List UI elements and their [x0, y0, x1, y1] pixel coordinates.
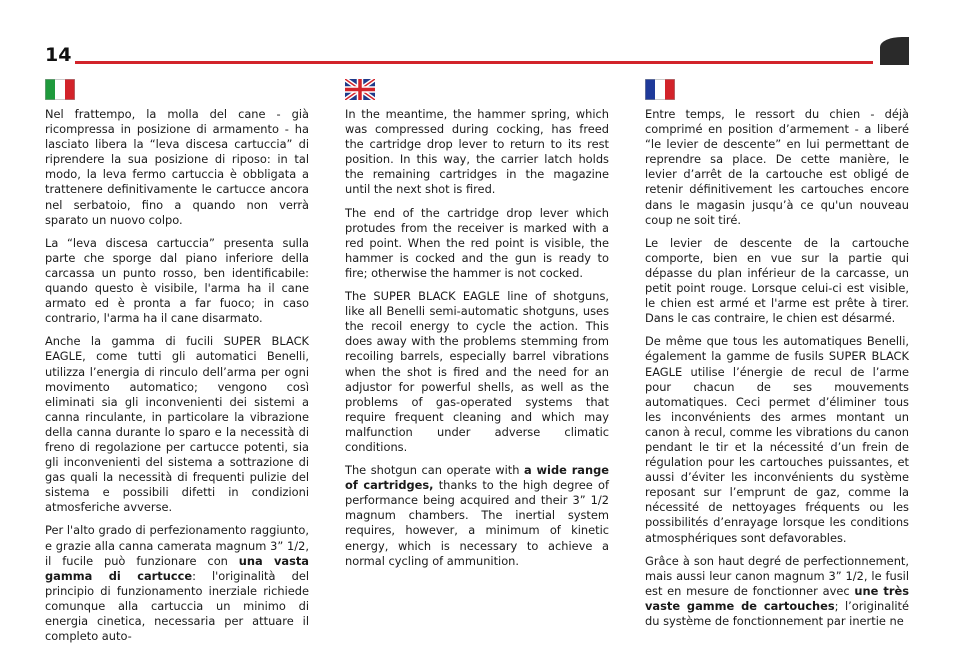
header-tab	[880, 37, 909, 65]
italian-flag-icon	[45, 79, 75, 100]
english-p4-text-end: thanks to the high degree of performance being acquired and their 3” 1/2 magnum chambers. The inertial system requires, however, a minimum of kinetic energy, which is necessary to achieve a normal cycling of ammunition.	[345, 478, 609, 568]
italian-p4-text-end: : l'originalità del principio di funzionamento inerziale richiede comunque alla cartuccia un minimo di energia cinetica, necessaria per attuare il completo auto-	[45, 568, 309, 644]
italian-paragraph-1: Nel frattempo, la molla del cane - già ricompressa in posizione di armamento - ha lasciato libera la “leva discesa cartuccia” di riprendere la sua posizione di riposo: in tal modo, la leva fermo cartuccia è obbligata a trattenere definitivamente le cartucce ancora nel serbatoio, fino a quando non verrà sparato un nuovo colpo.	[45, 107, 309, 227]
italian-paragraph-2: La “leva discesa cartuccia” presenta sulla parte che sporge dal piano inferiore della carcassa un punto rosso, ben identificabile: quando questo è visibile, l'arma ha il cane armato ed è pronta a far fuoco; in caso contrario, l'arma ha il cane disarmato.	[45, 235, 309, 326]
french-paragraph-3: De même que tous les automatiques Benelli, également la gamme de fusils SUPER BLACK EAGLE utilise l’énergie de recul de l’arme pour chacun de ses mouvements automatiques. Ceci permet d’éliminer tous les inconvénients des armes montant un canon à recul, comme les vibrations du canon pendant le tir et la nécessité d’un frein de régulation pour les cartouches puissantes, et aussi d’éviter les inconvénients du système reposant sur l’emprunt de gaz, comme la nécessité de nettoyages fréquents ou les possibilités d’enrayage lorsque les conditions atmosphériques sont defavorables.	[645, 334, 909, 545]
french-p4-text-end: ; l’originalité du système de fonctionnement par inertie ne	[645, 598, 909, 628]
italian-paragraph-3: Anche la gamma di fucili SUPER BLACK EAGLE, come tutti gli automatici Benelli, utilizza l’energia di rinculo dell’arma per ogni movimento automatico; vengono così eliminati sia gli inconvenienti dei sistemi a canna rinculante, in particolare la vibrazione della canna durante lo sparo e la necessità di freno di regolazione per cartucce potenti, sia gli inconvenienti del sistema a sottrazione di gas quali la necessità di frequenti pulizie del sistema e possibili difetti in condizioni atmosferiche avverse.	[45, 334, 309, 515]
italian-p4-text: Per l'alto grado di perfezionamento raggiunto, e grazie alla canna camerata magnum 3” 1/2, il fucile può funzionare con	[45, 523, 309, 568]
french-p4-bold: une très vaste gamme de cartouches	[645, 583, 909, 613]
english-paragraph-2: The end of the cartridge drop lever which protudes from the receiver is marked with a red point. When the red point is visible, the hammer is cocked and the gun is ready to fire; otherwise the hammer is not cocked.	[345, 205, 609, 280]
english-paragraph-3: The SUPER BLACK EAGLE line of shotguns, like all Benelli semi-automatic shotguns, uses the recoil energy to cycle the action. This does away with the problems stemming from recoiling barrels, especially barrel vibrations when the shot is fired and the need for an adjustor for powerful shells, as well as the problems of gas-operated systems that require frequent cleaning and which may malfunction under adverse climatic conditions.	[345, 289, 609, 454]
french-column	[645, 79, 909, 637]
page-number: 14	[45, 44, 72, 66]
italian-column	[45, 79, 309, 652]
french-paragraph-2: Le levier de descente de la cartouche comporte, bien en vue sur la partie qui dépasse du plan inférieur de la carcasse, un petit point rouge. Lorsque celui-ci est visible, le chien est armé et l'arme est prête à tirer. Dans le cas contraire, le chien est désarmé.	[645, 235, 909, 326]
header-rule	[75, 61, 873, 64]
uk-flag-icon	[345, 79, 375, 100]
french-p4-text: Grâce à son haut degré de perfectionnement, mais aussi leur canon magnum 3” 1/2, le fusil est en mesure de fonctionner avec	[645, 553, 909, 598]
italian-paragraph-4	[45, 523, 309, 644]
french-paragraph-1: Entre temps, le ressort du chien - déjà comprimé en position d’armement - a liberé “le levier de descente” en lui permettant de reprendre sa place. De cette manière, le levier d’arrêt de la cartouche est obligé de retenir définitivement les cartouches encore dans le magasin jusqu’à ce qu'un nouveau coup ne soit tiré.	[645, 107, 909, 227]
english-p4-bold: a wide range of cartridges,	[345, 463, 609, 493]
french-paragraph-4	[645, 554, 909, 629]
italian-p4-bold: una vasta gamma di cartucce	[45, 553, 309, 583]
english-paragraph-4	[345, 463, 609, 569]
english-column	[345, 79, 609, 577]
french-flag-icon	[645, 79, 675, 100]
english-paragraph-1: In the meantime, the hammer spring, which was compressed during cocking, has freed the cartridge drop lever to return to its rest position. In this way, the carrier latch holds the remaining cartridges in the magazine until the next shot is fired.	[345, 107, 609, 197]
english-p4-text: The shotgun can operate with	[345, 463, 524, 478]
